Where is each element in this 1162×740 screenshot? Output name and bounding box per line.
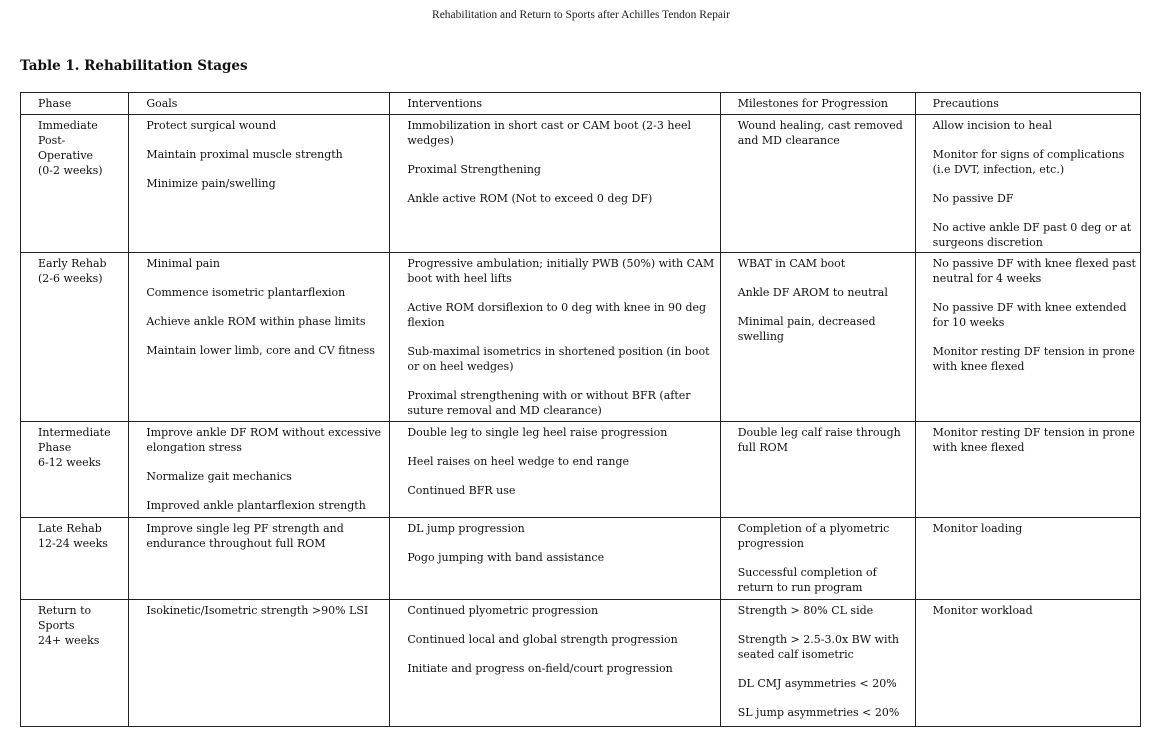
intervention-item: Proximal Strengthening xyxy=(407,163,541,176)
milestones-cell xyxy=(720,115,915,253)
precaution-item: No passive DF xyxy=(932,192,1014,205)
column-header-precautions: Precautions xyxy=(915,93,1140,115)
phase-cell xyxy=(21,422,129,518)
milestones-cell xyxy=(720,422,915,518)
goals-cell xyxy=(129,115,390,253)
intervention-item: Double leg to single leg heel raise progression xyxy=(407,426,668,439)
phase-line: Intermediate xyxy=(38,426,111,439)
phase-line: 24+ weeks xyxy=(38,634,100,647)
goal-item: Minimal pain xyxy=(146,257,220,270)
table-row xyxy=(21,600,1141,727)
interventions-cell xyxy=(390,253,720,422)
phase-line: (2-6 weeks) xyxy=(38,272,103,285)
phase-cell xyxy=(21,518,129,600)
phase-line: Late Rehab xyxy=(38,522,102,535)
precaution-item: No passive DF with knee flexed past neutral for 4 weeks xyxy=(932,257,1136,285)
intervention-item: Sub-maximal isometrics in shortened position (in boot or on heel wedges) xyxy=(407,345,710,373)
milestone-item: Ankle DF AROM to neutral xyxy=(737,286,888,299)
precaution-item: Monitor resting DF tension in prone with knee flexed xyxy=(932,426,1135,454)
goal-item: Protect surgical wound xyxy=(146,119,277,132)
table-title: Table 1. Rehabilitation Stages xyxy=(20,58,248,74)
milestone-item: Strength > 80% CL side xyxy=(737,604,874,617)
goal-item: Improved ankle plantarflexion strength xyxy=(146,499,366,512)
goal-item: Maintain proximal muscle strength xyxy=(146,148,343,161)
intervention-item: Continued BFR use xyxy=(407,484,516,497)
precaution-item: No passive DF with knee extended for 10 weeks xyxy=(932,301,1127,329)
rehabilitation-stages-table xyxy=(20,92,1141,727)
phase-cell xyxy=(21,253,129,422)
goals-cell xyxy=(129,253,390,422)
goals-cell xyxy=(129,600,390,727)
table-row xyxy=(21,115,1141,253)
intervention-item: Pogo jumping with band assistance xyxy=(407,551,605,564)
milestone-item: Double leg calf raise through full ROM xyxy=(737,426,901,454)
phase-line: Post- xyxy=(38,134,66,147)
intervention-item: Continued local and global strength progression xyxy=(407,633,678,646)
column-header-goals: Goals xyxy=(129,93,390,115)
precaution-item: Allow incision to heal xyxy=(932,119,1053,132)
precaution-item: No active ankle DF past 0 deg or at surgeons discretion xyxy=(932,221,1132,249)
goal-item: Achieve ankle ROM within phase limits xyxy=(146,315,366,328)
interventions-cell xyxy=(390,422,720,518)
intervention-item: Proximal strengthening with or without BFR (after suture removal and MD clearance) xyxy=(407,389,691,417)
precaution-item: Monitor for signs of complications (i.e DVT, infection, etc.) xyxy=(932,148,1125,176)
goal-item: Commence isometric plantarflexion xyxy=(146,286,346,299)
interventions-cell xyxy=(390,115,720,253)
precaution-item: Monitor resting DF tension in prone with knee flexed xyxy=(932,345,1135,373)
phase-line: 6-12 weeks xyxy=(38,456,101,469)
precaution-item: Monitor workload xyxy=(932,604,1033,617)
intervention-item: Continued plyometric progression xyxy=(407,604,599,617)
milestone-item: DL CMJ asymmetries < 20% xyxy=(737,677,897,690)
precautions-cell xyxy=(915,600,1140,727)
precautions-cell xyxy=(915,115,1140,253)
column-header-interventions: Interventions xyxy=(390,93,720,115)
phase-line: Operative xyxy=(38,149,94,162)
milestone-item: Wound healing, cast removed and MD clearance xyxy=(737,119,903,147)
intervention-item: Ankle active ROM (Not to exceed 0 deg DF) xyxy=(407,192,653,205)
phase-line: 12-24 weeks xyxy=(38,537,108,550)
milestone-item: SL jump asymmetries < 20% xyxy=(737,706,900,719)
intervention-item: DL jump progression xyxy=(407,522,525,535)
phase-line: Immediate xyxy=(38,119,98,132)
table-header-row xyxy=(21,93,1141,115)
phase-line: (0-2 weeks) xyxy=(38,164,103,177)
precautions-cell xyxy=(915,422,1140,518)
goal-item: Improve single leg PF strength and endurance throughout full ROM xyxy=(146,522,344,550)
table-row xyxy=(21,422,1141,518)
intervention-item: Immobilization in short cast or CAM boot (2-3 heel wedges) xyxy=(407,119,691,147)
goal-item: Minimize pain/swelling xyxy=(146,177,276,190)
goal-item: Improve ankle DF ROM without excessive elongation stress xyxy=(146,426,382,454)
goal-item: Normalize gait mechanics xyxy=(146,470,292,483)
intervention-item: Active ROM dorsiflexion to 0 deg with knee in 90 deg flexion xyxy=(407,301,707,329)
column-header-milestones: Milestones for Progression xyxy=(720,93,915,115)
precautions-cell xyxy=(915,253,1140,422)
milestone-item: Minimal pain, decreased swelling xyxy=(737,315,876,343)
goal-item: Maintain lower limb, core and CV fitness xyxy=(146,344,375,357)
milestones-cell xyxy=(720,518,915,600)
precautions-cell xyxy=(915,518,1140,600)
milestones-cell xyxy=(720,600,915,727)
milestone-item: Completion of a plyometric progression xyxy=(737,522,890,550)
milestone-item: Strength > 2.5-3.0x BW with seated calf isometric xyxy=(737,633,899,661)
phase-line: Early Rehab xyxy=(38,257,107,270)
phase-line: Phase xyxy=(38,441,72,454)
intervention-item: Progressive ambulation; initially PWB (50%) with CAM boot with heel lifts xyxy=(407,257,715,285)
milestone-item: Successful completion of return to run program xyxy=(737,566,877,594)
column-header-phase: Phase xyxy=(21,93,129,115)
table-row xyxy=(21,253,1141,422)
interventions-cell xyxy=(390,518,720,600)
phase-cell xyxy=(21,600,129,727)
phase-line: Return to xyxy=(38,604,92,617)
phase-cell xyxy=(21,115,129,253)
intervention-item: Initiate and progress on-field/court progression xyxy=(407,662,673,675)
goals-cell xyxy=(129,422,390,518)
goal-item: Isokinetic/Isometric strength >90% LSI xyxy=(146,604,369,617)
milestones-cell xyxy=(720,253,915,422)
interventions-cell xyxy=(390,600,720,727)
phase-line: Sports xyxy=(38,619,75,632)
table-row xyxy=(21,518,1141,600)
running-header: Rehabilitation and Return to Sports after Achilles Tendon Repair xyxy=(432,9,730,21)
intervention-item: Heel raises on heel wedge to end range xyxy=(407,455,630,468)
goals-cell xyxy=(129,518,390,600)
milestone-item: WBAT in CAM boot xyxy=(737,257,846,270)
precaution-item: Monitor loading xyxy=(932,522,1023,535)
